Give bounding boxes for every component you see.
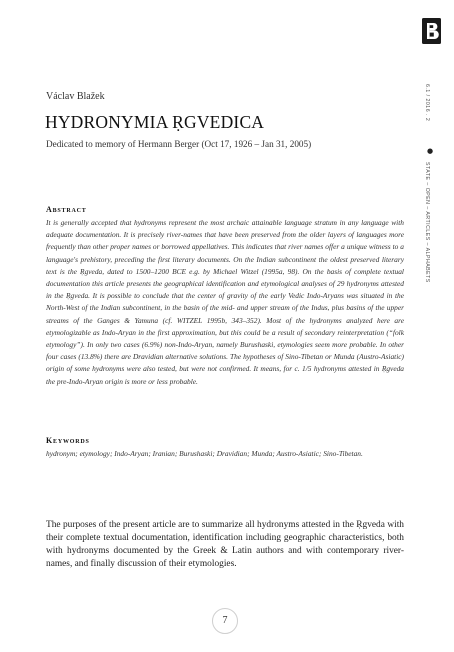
article-author: Václav Blažek	[46, 91, 105, 102]
abstract-heading: Abstract	[46, 205, 87, 214]
side-issue-label: 6.1 / 2016 . 2	[424, 84, 430, 122]
keywords-heading: Keywords	[46, 436, 90, 445]
body-paragraph: The purposes of the present article are to summarize all hydronyms attested in the Ṛgveda with their complete textual documentation, identification including geographic characteristics, both with hydronyms documented by the Greek & Latin authors and with contemporary river-names, and finally discussion of their etymologies.	[46, 520, 404, 569]
keywords-text: hydronym; etymology; Indo-Aryan; Iranian; Burushaski; Dravidian; Munda; Austro-Asiatic; Sino-Tibetan.	[46, 449, 363, 458]
article-dedication: Dedicated to memory of Hermann Berger (Oct 17, 1926 – Jan 31, 2005)	[46, 139, 312, 149]
side-section-label: STATE – OPEN – ARTICLES – ALPHABETS	[424, 162, 430, 283]
journal-logo-icon	[422, 18, 441, 44]
article-title: HYDRONYMIA ṚGVEDICA	[45, 112, 265, 132]
side-running-head	[424, 84, 438, 384]
abstract-text: It is generally accepted that hydronyms represent the most archaic attainable language stratum in any language with adequate documentation. It is precisely river-names that have been preserved from the older layers of languages more frequently than other proper names or borrowed appellatives. This indicates that river names offer a unique witness to a language's prehistory, preceding the first literary documents. On the Indian subcontinent the oldest preserved literary text is the Ṛgveda, dated to 1500–1200 BCE e.g. by Michael Witzel (1995a, 98). On the basis of complete textual documentation this article presents the geographical identification and etymological analyses of 29 hydronyms attested in the Ṛgveda. It is possible to conclude that the center of gravity of the early Vedic Indo-Aryans was situated in the North-West of the Indian subcontinent, in the basin of the mid- and upper stream of the Indus, plus basins of the upper streams of the Ganges & Yamuna (cf. WITZEL 1995b, 343–352). Most of the hydronyms analyzed here are etymologizable as Indo-Aryan in the first approximation, but this could be a result of secondary reinterpretation (“folk etymology”). In only two cases (6.9%) non-Indo-Aryan, namely Burushaski, etymologies seem more probable. In other four cases (13.8%) there are Dravidian alternative solutions. The hypotheses of Sino-Tibetan or Munda (Austro-Asiatic) origin of some hydronyms were also tested, but were not confirmed. It means, for c. 1/5 hydronyms attested in Ṛgveda the pre-Indo-Aryan origin is more or less probable.	[46, 218, 404, 386]
side-bullet-icon: ●	[427, 147, 434, 155]
page-number: 7	[212, 608, 238, 634]
